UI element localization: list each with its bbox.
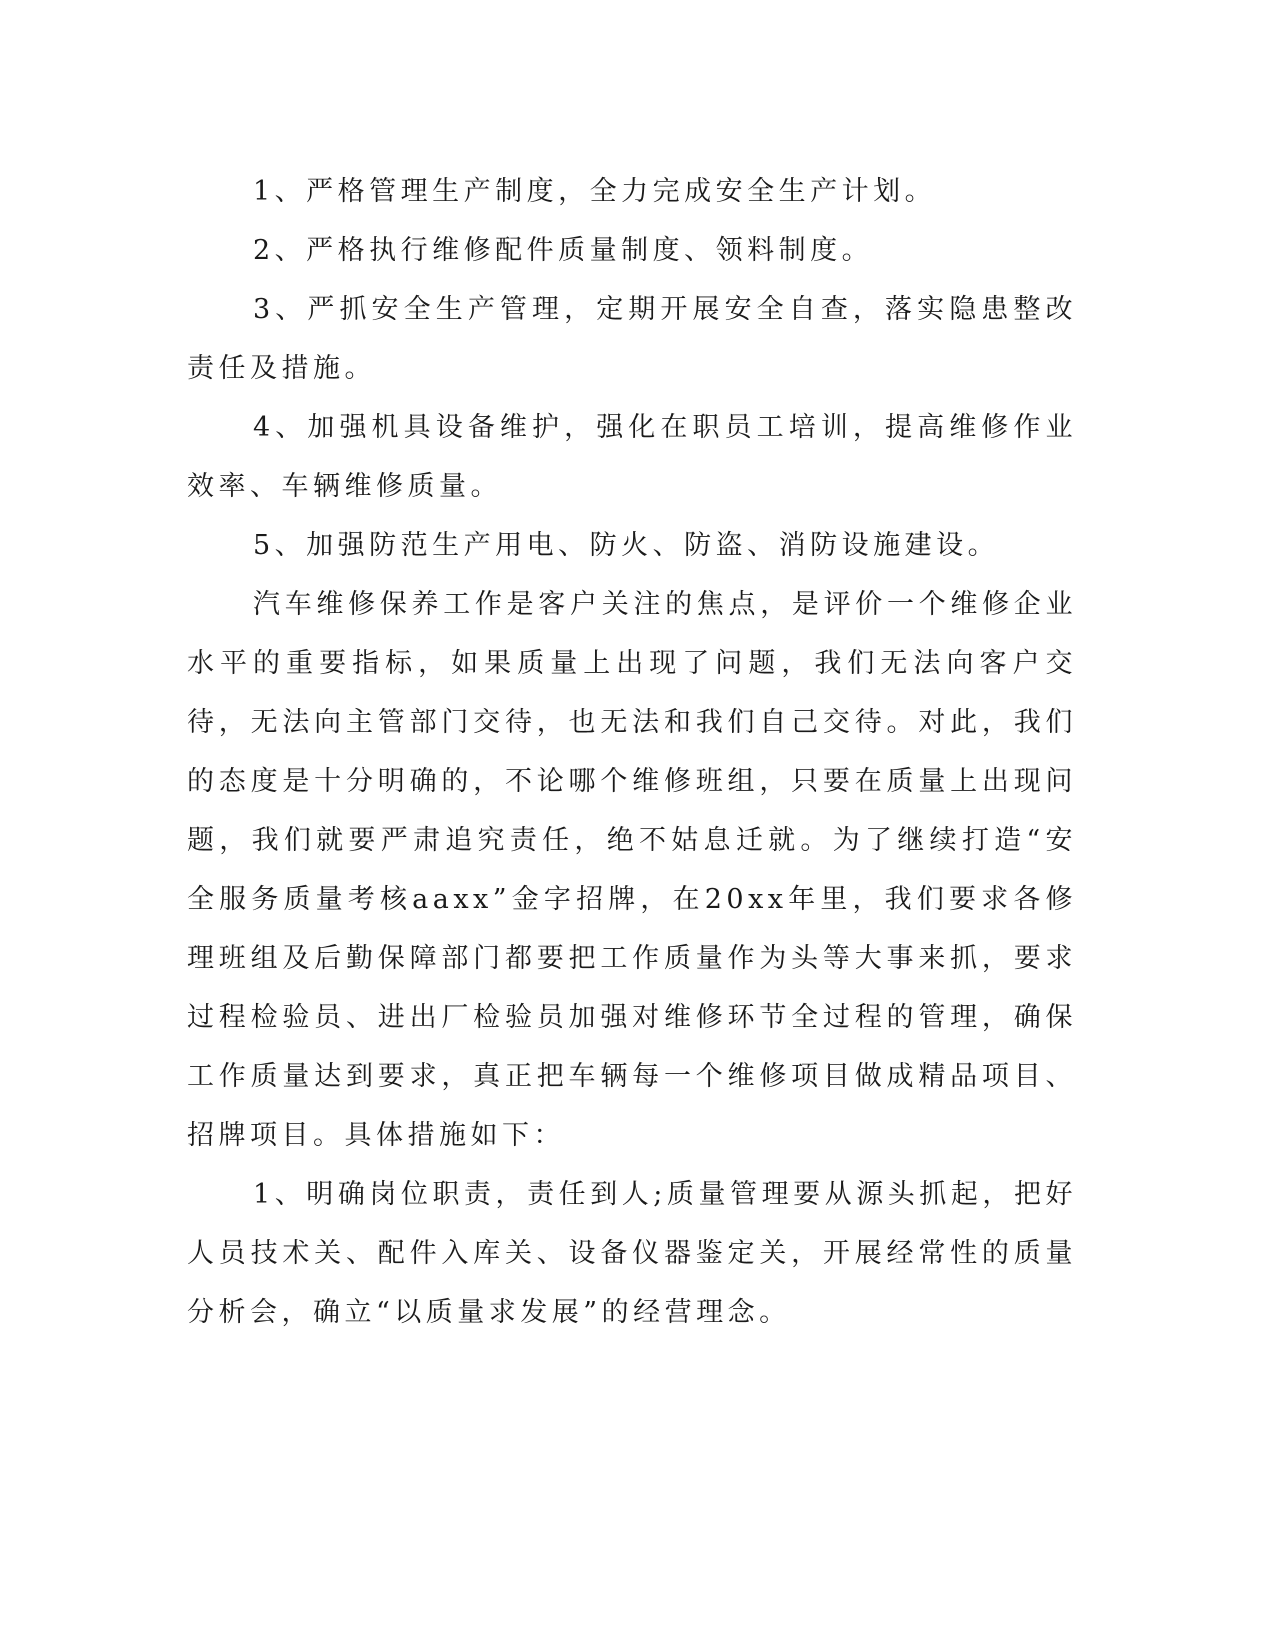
- paragraph-item-5: 5、加强防范生产用电、防火、防盗、消防设施建设。: [253, 530, 1000, 561]
- paragraph-item-4: 4、加强机具设备维护，强化在职员工培训，提高维修作业效率、车辆维修质量。: [187, 412, 1077, 502]
- paragraph-measure-1: 1、明确岗位职责，责任到人;质量管理要从源头抓起，把好人员技术关、配件入库关、设备仪器鉴定关，开展经常性的质量分析会，确立“以质量求发展”的经营理念。: [187, 1179, 1077, 1328]
- paragraph-item-2: 2、严格执行维修配件质量制度、领料制度。: [253, 235, 874, 266]
- document-body: [187, 162, 1077, 1342]
- paragraph-item-1: 1、严格管理生产制度，全力完成安全生产计划。: [253, 176, 937, 207]
- paragraph-item-3: 3、严抓安全生产管理，定期开展安全自查，落实隐患整改责任及措施。: [187, 294, 1077, 384]
- paragraph-quality-focus: 汽车维修保养工作是客户关注的焦点，是评价一个维修企业水平的重要指标，如果质量上出现了问题，我们无法向客户交待，无法向主管部门交待，也无法和我们自己交待。对此，我们的态度是十分明确的，不论哪个维修班组，只要在质量上出现问题，我们就要严肃追究责任，绝不姑息迁就。为了继续打造“安全服务质量考核aaxx”金字招牌，在20xx年里，我们要求各修理班组及后勤保障部门都要把工作质量作为头等大事来抓，要求过程检验员、进出厂检验员加强对维修环节全过程的管理，确保工作质量达到要求，真正把车辆每一个维修项目做成精品项目、招牌项目。具体措施如下：: [187, 589, 1077, 1151]
